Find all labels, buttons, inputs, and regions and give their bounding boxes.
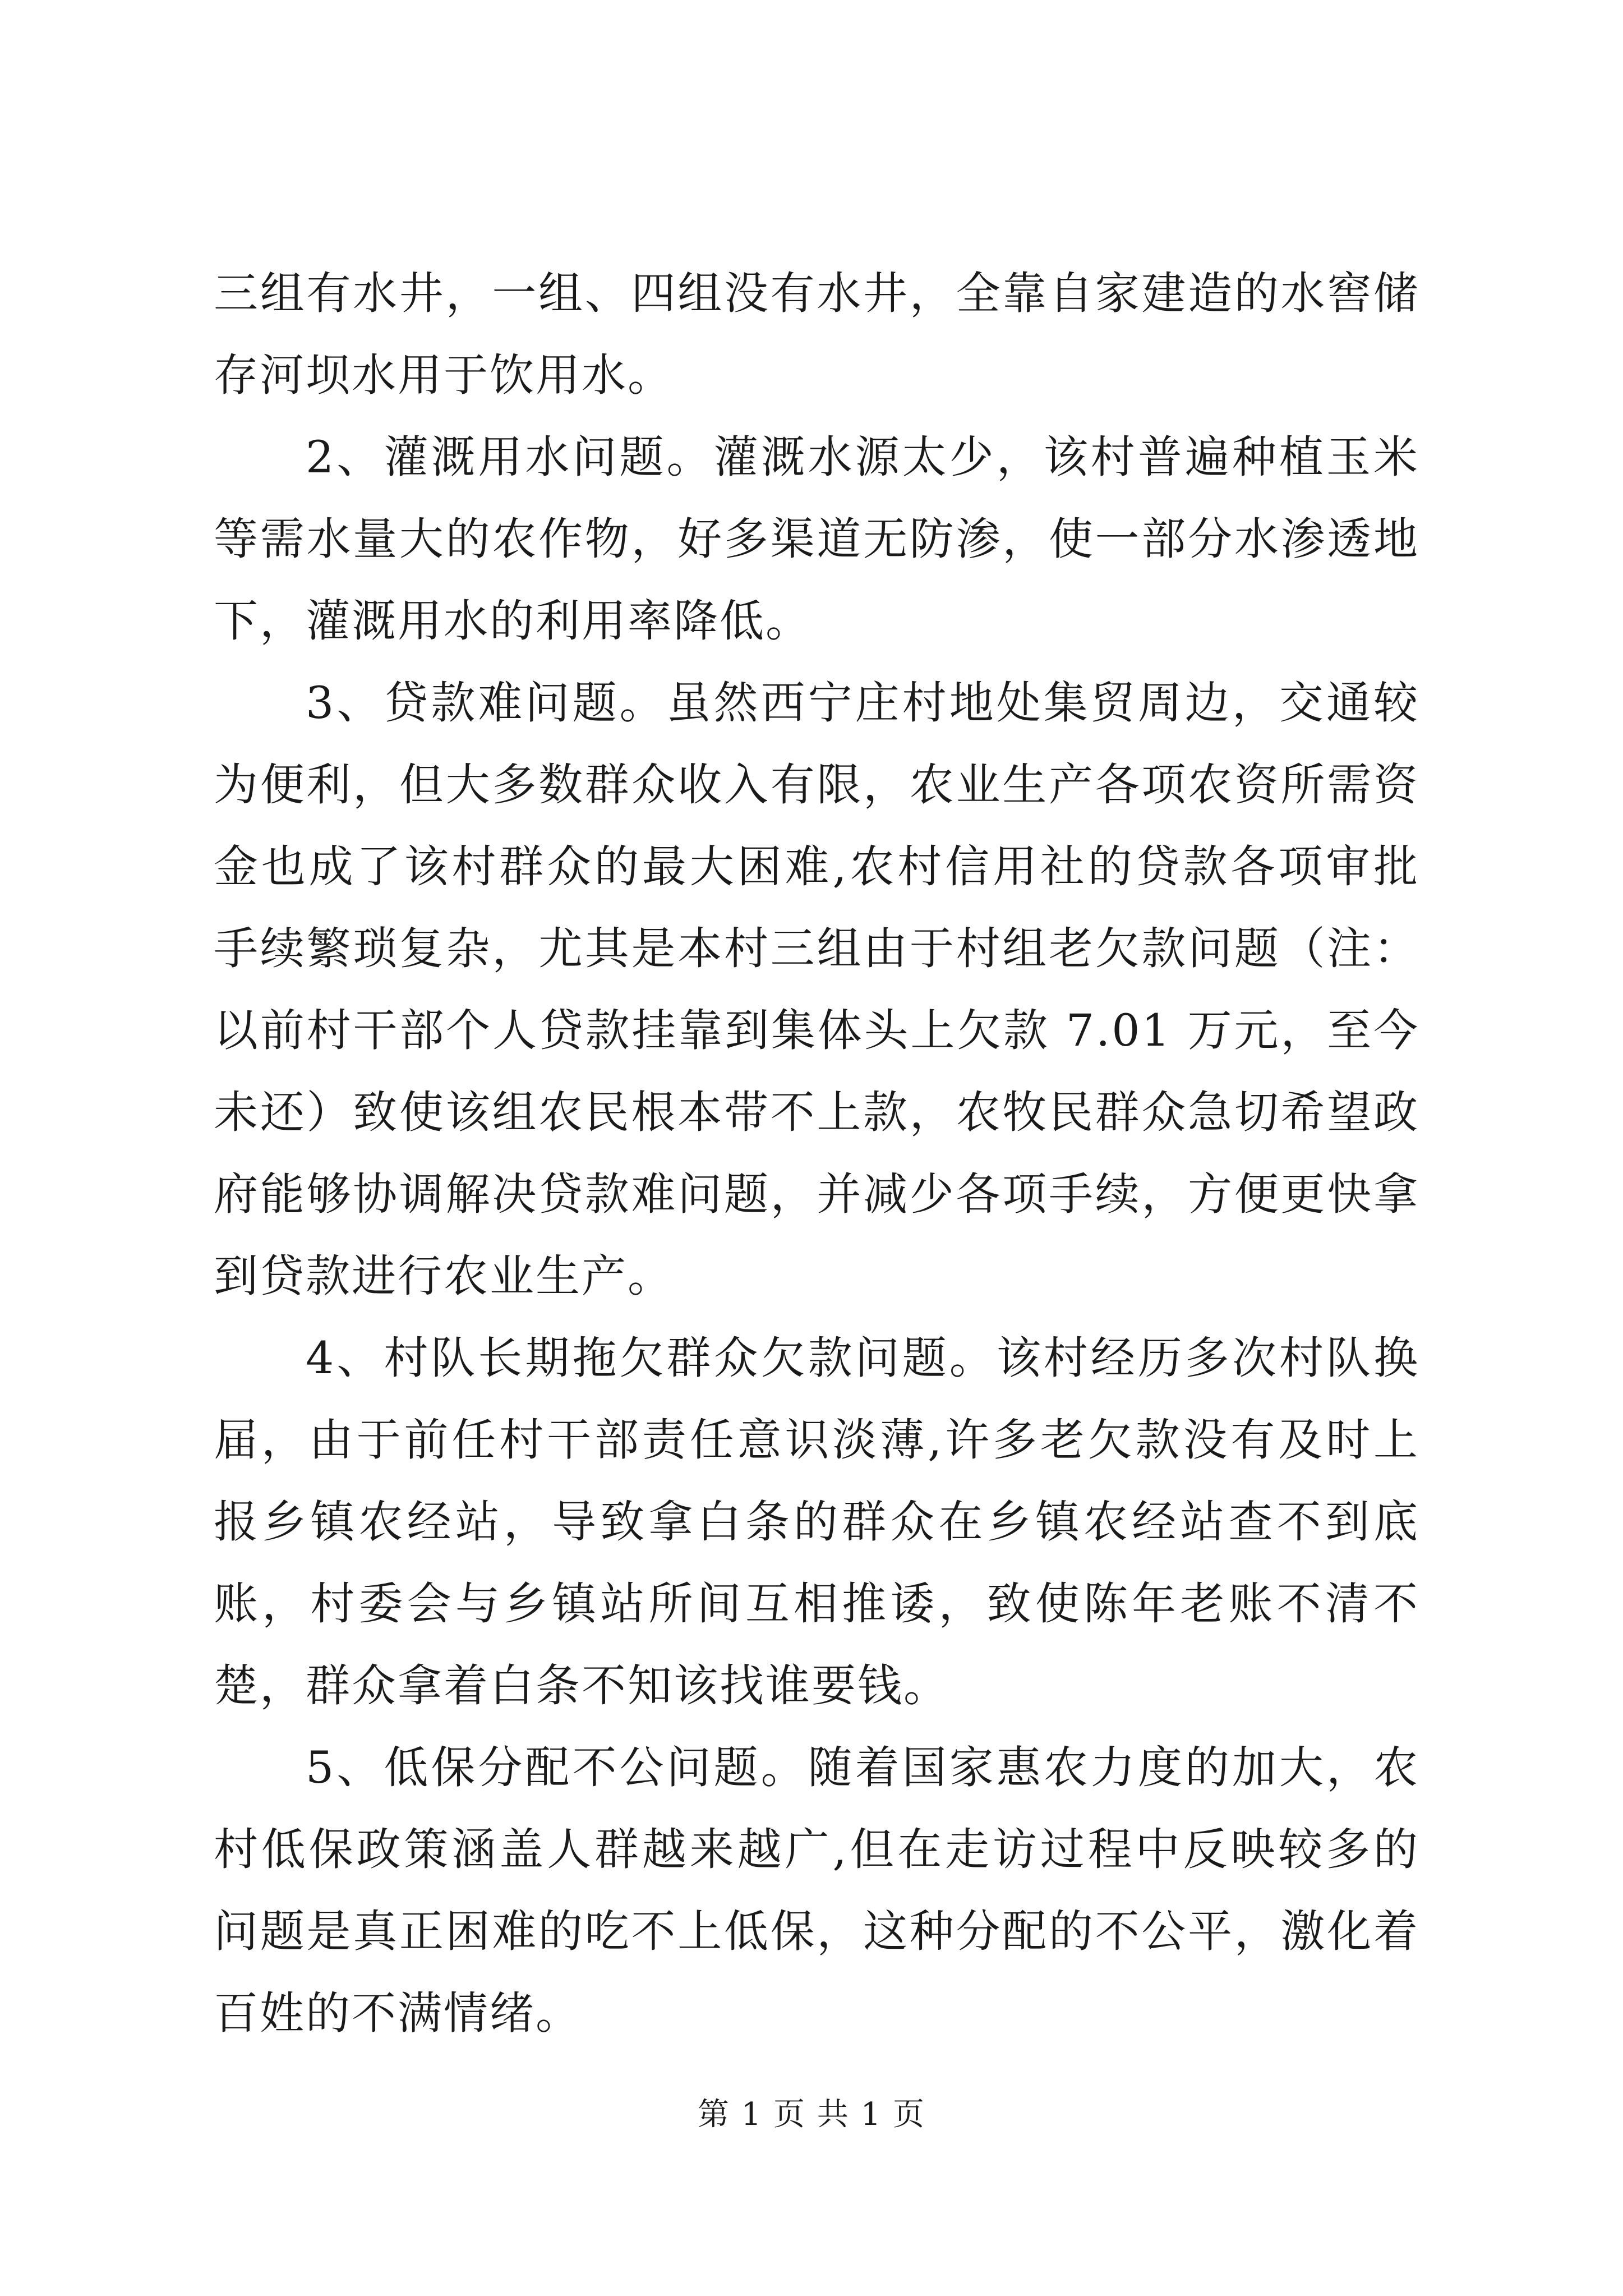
document-body [214,252,1419,2054]
paragraph-subsistence: 5、低保分配不公问题。随着国家惠农力度的加大，农村低保政策涵盖人群越来越广,但在走访过程中反映较多的问题是真正困难的吃不上低保，这种分配的不公平，激化着百姓的不满情绪。 [214,1742,1419,2039]
paragraph-irrigation: 2、灌溉用水问题。灌溉水源太少，该村普遍种植玉米等需水量大的农作物，好多渠道无防渗，使一部分水渗透地下，灌溉用水的利用率降低。 [214,431,1419,647]
paragraph-arrears: 4、村队长期拖欠群众欠款问题。该村经历多次村队换届，由于前任村干部责任意识淡薄,许多老欠款没有及时上报乡镇农经站，导致拿白条的群众在乡镇农经站查不到底账，村委会与乡镇站所间互相推诿，致使陈年老账不清不楚，群众拿着白条不知该找谁要钱。 [214,1332,1419,1711]
page-footer: 第 1 页 共 1 页 [697,2096,926,2133]
paragraph-continuation: 三组有水井，一组、四组没有水井，全靠自家建造的水窖储存河坝水用于饮用水。 [214,268,1419,401]
paragraph-loans: 3、贷款难问题。虽然西宁庄村地处集贸周边，交通较为便利，但大多数群众收入有限，农业生产各项农资所需资金也成了该村群众的最大困难,农村信用社的贷款各项审批手续繁琐复杂，尤其是本村三组由于村组老欠款问题（注：以前村干部个人贷款挂靠到集体头上欠款 7.01 万元，至今未还）致使该组农民根本带不上款，农牧民群众急切希望政府能够协调解决贷款难问题，并减少各项手续，方便更快拿到贷款进行农业生产。 [214,677,1419,1302]
